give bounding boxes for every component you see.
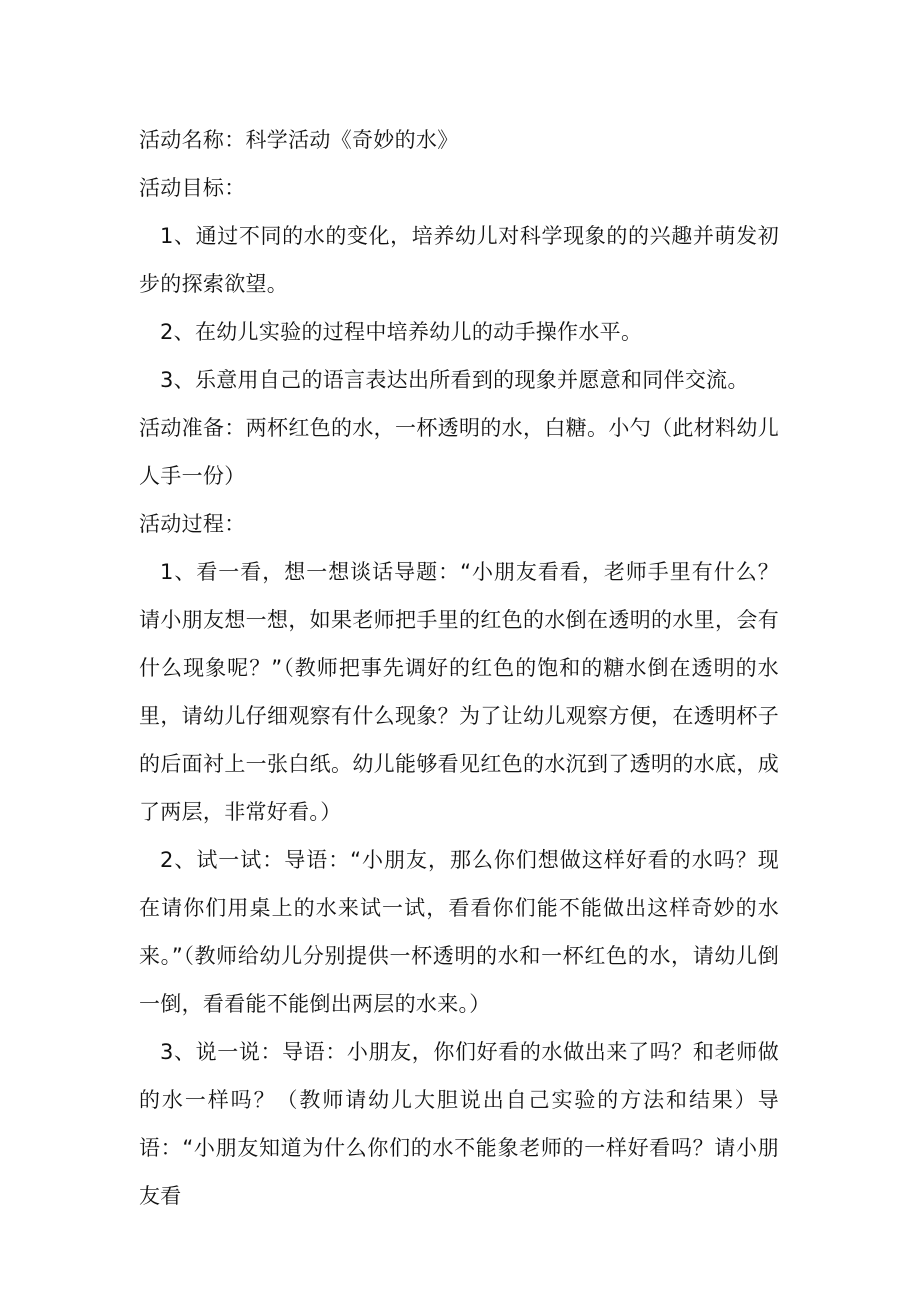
process-heading: 活动过程： [139, 512, 246, 536]
document-body [139, 116, 779, 1220]
activity-name: 活动名称：科学活动《奇妙的水》 [139, 128, 459, 152]
process-step: 3、说一说：导语：小朋友，你们好看的水做出来了吗？和老师做的水一样吗？（教师请幼儿大胆说出自己实验的方法和结果）导语：“小朋友知道为什么你们的水不能象老师的一样好看吗？请小朋友看 [139, 1040, 779, 1208]
process-step: 1、看一看，想一想谈话导题：“小朋友看看，老师手里有什么？请小朋友想一想，如果老师把手里的红色的水倒在透明的水里，会有什么现象呢？”（教师把事先调好的红色的饱和的糖水倒在透明的水里，请幼儿仔细观察有什么现象？为了让幼儿观察方便，在透明杯子的后面衬上一张白纸。幼儿能够看见红色的水沉到了透明的水底，成了两层，非常好看。） [139, 560, 779, 824]
goal-item: 1、通过不同的水的变化，培养幼儿对科学现象的的兴趣并萌发初步的探索欲望。 [139, 224, 779, 296]
process-step: 2、试一试：导语：“小朋友，那么你们想做这样好看的水吗？现在请你们用桌上的水来试一试，看看你们能不能做出这样奇妙的水来。”（教师给幼儿分别提供一杯透明的水和一杯红色的水，请幼儿倒一倒，看看能不能倒出两层的水来。） [139, 848, 779, 1016]
goal-item: 3、乐意用自己的语言表达出所看到的现象并愿意和同伴交流。 [160, 368, 749, 392]
preparation-paragraph: 活动准备：两杯红色的水，一杯透明的水，白糖。小勺（此材料幼儿人手一份） [139, 416, 779, 488]
goal-item: 2、在幼儿实验的过程中培养幼儿的动手操作水平。 [160, 320, 643, 344]
goals-heading: 活动目标： [139, 176, 246, 200]
